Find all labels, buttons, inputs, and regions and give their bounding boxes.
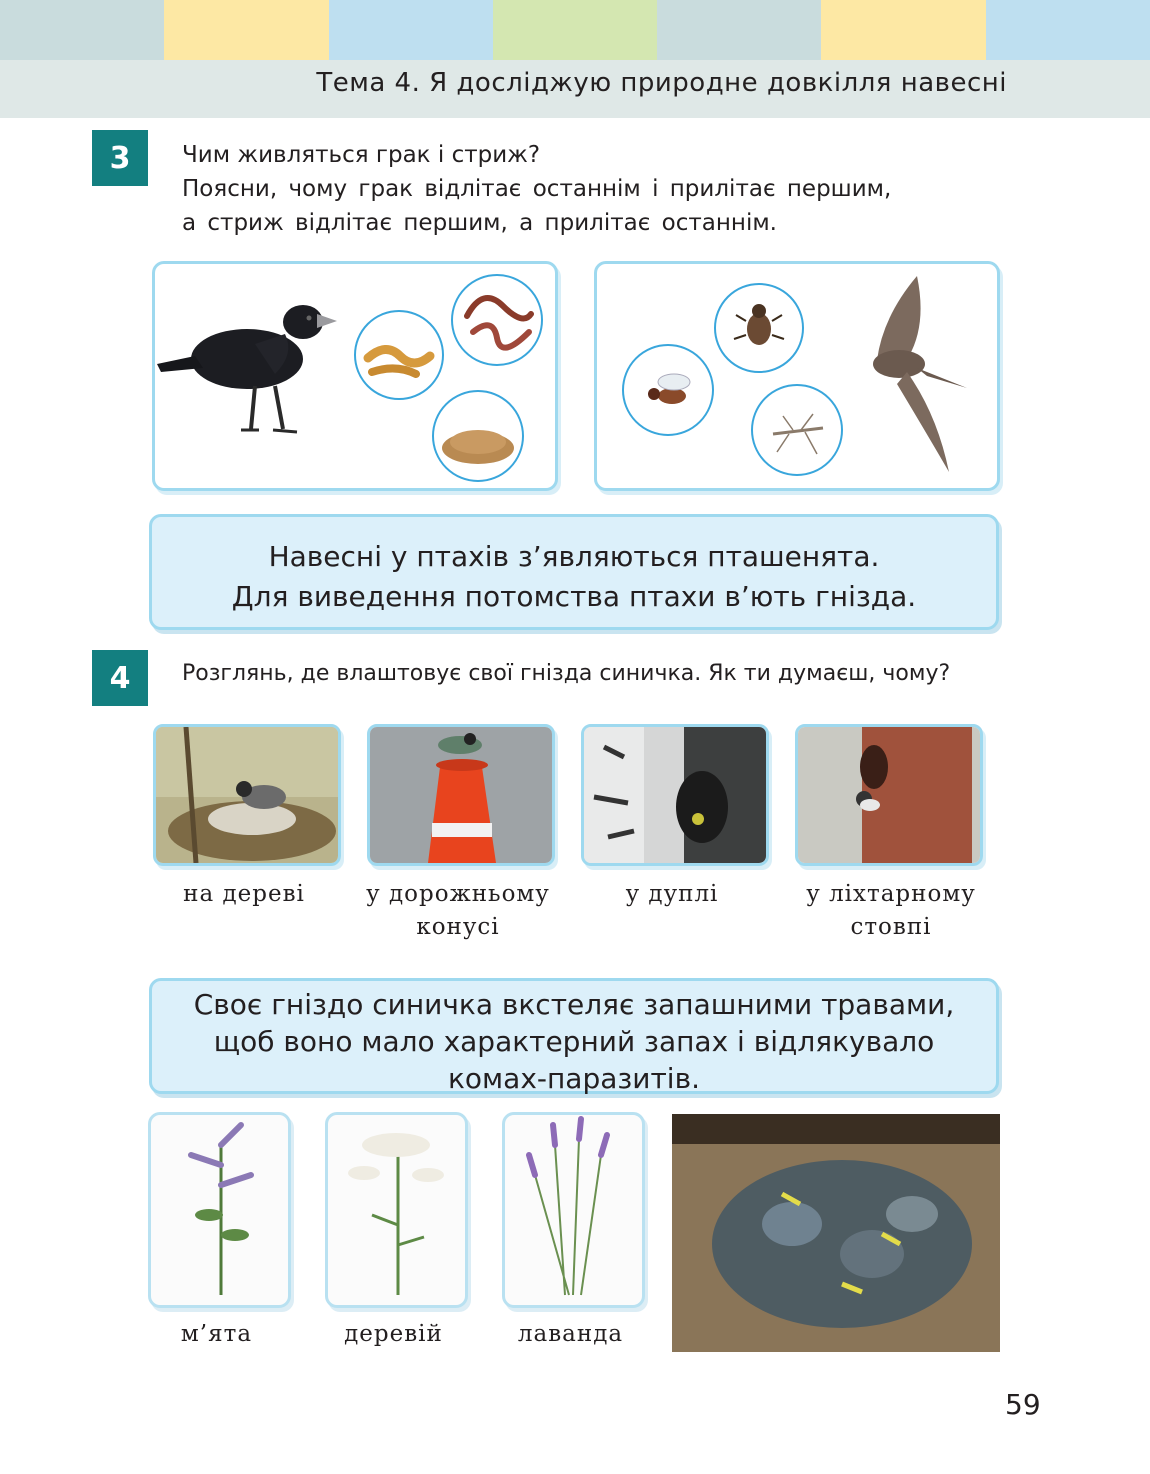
info2-line3: комах-паразитів.: [448, 1062, 700, 1095]
stripe: [657, 0, 821, 60]
nest-lamppost-photo: [795, 724, 983, 866]
caption-line: у ліхтарному: [806, 881, 976, 907]
nest-hollow-photo: [581, 724, 769, 866]
task3-question: Чим живляться грак і стриж?: [182, 142, 541, 168]
rook-bird-image: [157, 305, 337, 432]
task4-question: Розглянь, де влаштовує свої гнізда синичка. Як ти думаєш, чому?: [182, 661, 951, 686]
yarrow-photo: [325, 1112, 468, 1308]
caption-line: стовпі: [850, 914, 932, 940]
info-box-herbs: [149, 978, 999, 1094]
task3-prompt-line2: а стриж відлітає першим, а прилітає останнім.: [182, 210, 777, 236]
topic-title: Тема 4. Я досліджую природне довкілля навесні: [316, 68, 1007, 98]
mosquito-circle-image: [751, 384, 843, 476]
beetle-circle-image: [714, 283, 804, 373]
swift-bird-image: [873, 276, 967, 472]
task3-prompt-line1: Поясни, чому грак відлітає останнім і прилітає першим,: [182, 176, 892, 202]
caption-line: конусі: [416, 914, 500, 940]
caption-hollow: [581, 878, 763, 911]
worms-circle-image: [451, 274, 543, 366]
info2-line2: щоб воно мало характерний запах і відлякувало: [213, 1025, 935, 1058]
chicks-nest-photo: [672, 1114, 1000, 1352]
info2-line1: Своє гніздо синичка вкстеляє запашними травами,: [193, 988, 955, 1021]
info-box-nesting: [149, 514, 999, 630]
caption-lavender: лаванда: [517, 1321, 624, 1347]
stripe: [0, 0, 164, 60]
page-number: 59: [1005, 1388, 1041, 1421]
nest-cone-photo: [367, 724, 555, 866]
grain-circle-image: [432, 390, 524, 482]
caption-line: у дорожньому: [366, 881, 550, 907]
task-number-3: 3: [92, 130, 148, 186]
larvae-circle-image: [354, 310, 444, 400]
stripe: [493, 0, 657, 60]
mint-photo: [148, 1112, 291, 1308]
fly-circle-image: [622, 344, 714, 436]
header-color-stripes: [0, 0, 1150, 60]
nest-tree-photo: [153, 724, 341, 866]
lavender-photo: [502, 1112, 645, 1308]
stripe: [329, 0, 493, 60]
caption-line: у дуплі: [625, 881, 719, 907]
caption-cone: [352, 878, 564, 944]
stripe: [986, 0, 1150, 60]
caption-tree: [153, 878, 335, 911]
caption-line: на дереві: [183, 881, 305, 907]
info1-line2: Для виведення потомства птахи в’ють гнізда.: [231, 580, 917, 613]
caption-yarrow: деревій: [344, 1321, 443, 1347]
caption-mint: м’ята: [180, 1321, 253, 1347]
task-number-4: 4: [92, 650, 148, 706]
stripe: [164, 0, 328, 60]
task3-text: [182, 138, 1004, 240]
caption-lamppost: [785, 878, 997, 944]
stripe: [821, 0, 985, 60]
info1-line1: Навесні у птахів з’являються пташенята.: [268, 540, 880, 573]
